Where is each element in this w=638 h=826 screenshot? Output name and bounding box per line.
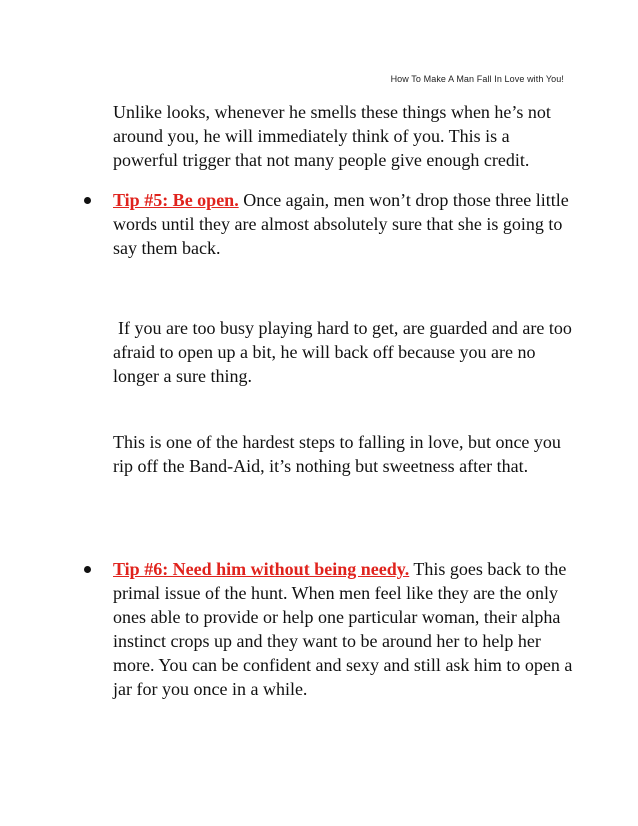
band-aid-paragraph: This is one of the hardest steps to falling in love, but once you rip off the Band-Aid, it’s nothing but sweetness after that. xyxy=(113,432,561,476)
bullet-icon xyxy=(84,566,91,573)
bullet-icon xyxy=(84,197,91,204)
tip-6-body: This goes back to the primal issue of the hunt. When men feel like they are the only ones able to provide or help one particular woman, their alpha instinct crops up and they want to be around her to help her more. You can be confident and sexy and still ask him to open a jar for you once in a while. xyxy=(113,559,573,699)
guarded-paragraph: If you are too busy playing hard to get, are guarded and are too afraid to open up a bit, he will back off because you are no longer a sure thing. xyxy=(113,318,572,386)
tip-6-title: Tip #6: Need him without being needy. xyxy=(113,559,410,579)
tip-5-title: Tip #5: Be open. xyxy=(113,190,239,210)
tip-5-item xyxy=(84,188,573,260)
tip-5-text xyxy=(113,188,573,260)
tip-6-text xyxy=(113,557,573,701)
intro-paragraph: Unlike looks, whenever he smells these things when he’s not around you, he will immediately think of you. This is a powerful trigger that not many people give enough credit. xyxy=(113,102,551,170)
tip-5-body: Once again, men won’t drop those three little words until they are almost absolutely sure that she is going to say them back. xyxy=(113,190,569,258)
tip-6-item xyxy=(84,557,573,701)
running-header: How To Make A Man Fall In Love with You! xyxy=(390,74,564,84)
